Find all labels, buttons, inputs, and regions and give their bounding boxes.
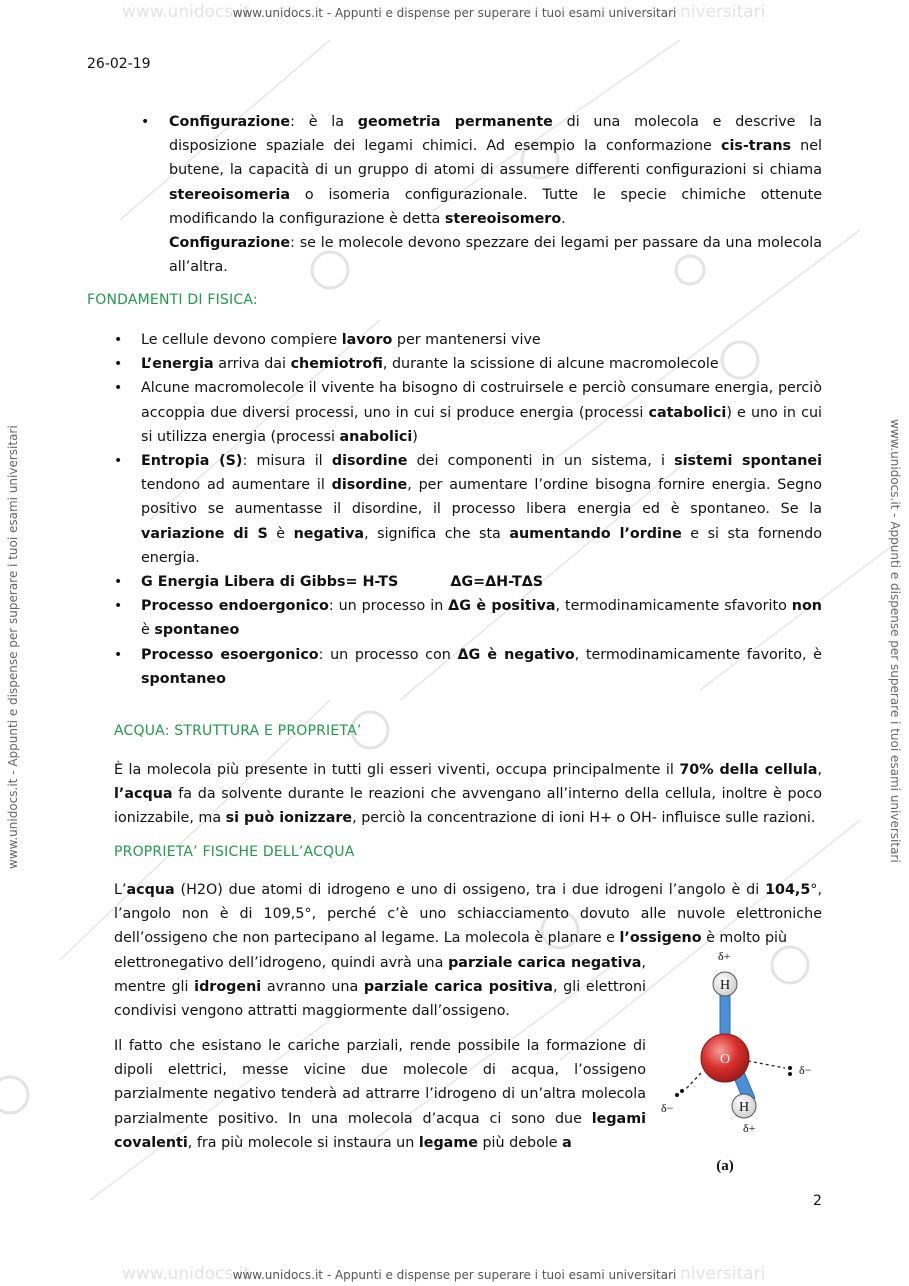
heading-acqua: ACQUA: STRUTTURA E PROPRIETA’ bbox=[114, 723, 362, 739]
list-item: • G Energia Libera di Gibbs= H-TS ΔG=ΔH-TΔS bbox=[114, 570, 822, 594]
list-item: • Alcune macromolecole il vivente ha bisogno di costruirsele e perciò consumare energia, perciò accoppia due diversi processi, uno in cui si produce energia (processi catabolici) e uno in cui si utilizza energia (processi anabolici) bbox=[114, 376, 822, 449]
watermark-ghost-right: niversitari bbox=[680, 2, 766, 22]
list-item: • Processo esoergonico: un processo con ΔG è negativo, termodinamicamente favorito, è spontaneo bbox=[114, 643, 822, 691]
page-date: 26-02-19 bbox=[87, 56, 151, 72]
delta-plus-top: δ+ bbox=[718, 950, 731, 963]
watermark-header: www.unidocs.it - Appunti e dispense per superare i tuoi esami universitari bbox=[232, 6, 677, 20]
acqua-paragraph: È la molecola più presente in tutti gli esseri viventi, occupa principalmente il 70% della cellula, l’acqua fa da solvente durante le reazioni che avvengano all’interno della cellula, inoltre è poco ionizzabile, ma si può ionizzare, perciò la concentrazione di ioni H+ o OH- influisce sulle razioni. bbox=[114, 762, 822, 827]
hbond-left bbox=[685, 1073, 701, 1090]
configurazione-list bbox=[141, 110, 822, 279]
watermark-ghost-left-footer: www.unidocs.it bbox=[122, 1264, 251, 1284]
watermark-footer: www.unidocs.it - Appunti e dispense per superare i tuoi esami universitari bbox=[232, 1268, 677, 1282]
fisiche-paragraph-top: L’acqua (H2O) due atomi di idrogeno e uno di ossigeno, tra i due idrogeni l’angolo è di 104,5°, l’angolo non è di 109,5°, perché c’è uno schiacciamento dovuto alle nuvole elettroniche dell’ossigeno che non partecipano al legame. La molecola è planare e l’ossigeno è molto più bbox=[114, 882, 822, 947]
heading-proprieta-fisiche: PROPRIETA’ FISICHE DELL’ACQUA bbox=[114, 844, 355, 860]
delta-minus-right: δ− bbox=[799, 1063, 812, 1077]
delta-plus-bottom: δ+ bbox=[743, 1121, 756, 1135]
configurazione-item: • Configurazione: è la geometria permanente di una molecola e descrive la disposizione spaziale dei legami chimici. Ad esempio la conformazione cis-trans nel butene, la capacità di un gruppo di atomi di assumere differenti configurazioni si chiama stereoisomeria o isomeria configurazionale. Tutte le specie chimiche ottenute modificando la configurazione è detta stereoisomero. Configurazione: se le molecole devono spezzare dei legami per passare da una molecola all’altra. bbox=[141, 110, 822, 279]
dipoli-paragraph: Il fatto che esistano le cariche parziali, rende possibile la formazione di dipoli elettrici, messe vicine due molecole di acqua, l’ossigeno parzialmente negativo tenderà ad attrarre l’idrogeno di un’altra molecola parzialmente positivo. In una molecola d’acqua ci sono due legami covalenti, fra più molecole si instaura un legame più debole a bbox=[114, 1038, 646, 1151]
list-item: • Entropia (S): misura il disordine dei componenti in un sistema, i sistemi spontanei tendono ad aumentare il disordine, per aumentare l’ordine bisogna fornire energia. Segno positivo se aumentasse il disordine, il processo libera energia ed è spontaneo. Se la variazione di S è negativa, significa che sta aumentando l’ordine e si sta fornendo energia. bbox=[114, 449, 822, 570]
watermark-ghost-left: www.unidocs.it bbox=[122, 2, 251, 22]
water-molecule-figure bbox=[655, 950, 825, 1180]
list-item: • L’energia arriva dai chemiotrofi, durante la scissione di alcune macromolecole bbox=[114, 352, 822, 376]
hydrogen-label-top: H bbox=[719, 978, 731, 993]
hbond-right bbox=[748, 1061, 785, 1068]
watermark-ghost-right-footer: niversitari bbox=[680, 1264, 766, 1284]
list-item: • Le cellule devono compiere lavoro per mantenersi vive bbox=[114, 328, 822, 352]
fisica-list bbox=[114, 328, 822, 691]
oxygen-label: O bbox=[719, 1052, 731, 1067]
heading-fondamenti-fisica: FONDAMENTI DI FISICA: bbox=[87, 292, 258, 308]
page-number: 2 bbox=[813, 1193, 822, 1209]
list-item: • Processo endoergonico: un processo in ΔG è positiva, termodinamicamente sfavorito non è spontaneo bbox=[114, 594, 822, 642]
hydrogen-label-bottom: H bbox=[738, 1100, 750, 1115]
fisiche-paragraph-continued: elettronegativo dell’idrogeno, quindi avrà una parziale carica negativa, mentre gli idrogeni avranno una parziale carica positiva, gli elettroni condivisi vengono attratti maggiormente dall’ossigeno. bbox=[114, 955, 647, 1020]
watermark-side-left: www.unidocs.it - Appunti e dispense per superare i tuoi esami universitari bbox=[6, 425, 20, 869]
watermark-side-right: www.unidocs.it - Appunti e dispense per superare i tuoi esami universitari bbox=[888, 419, 902, 863]
figure-caption: (a) bbox=[716, 1158, 734, 1174]
delta-minus-left: δ− bbox=[661, 1101, 674, 1115]
